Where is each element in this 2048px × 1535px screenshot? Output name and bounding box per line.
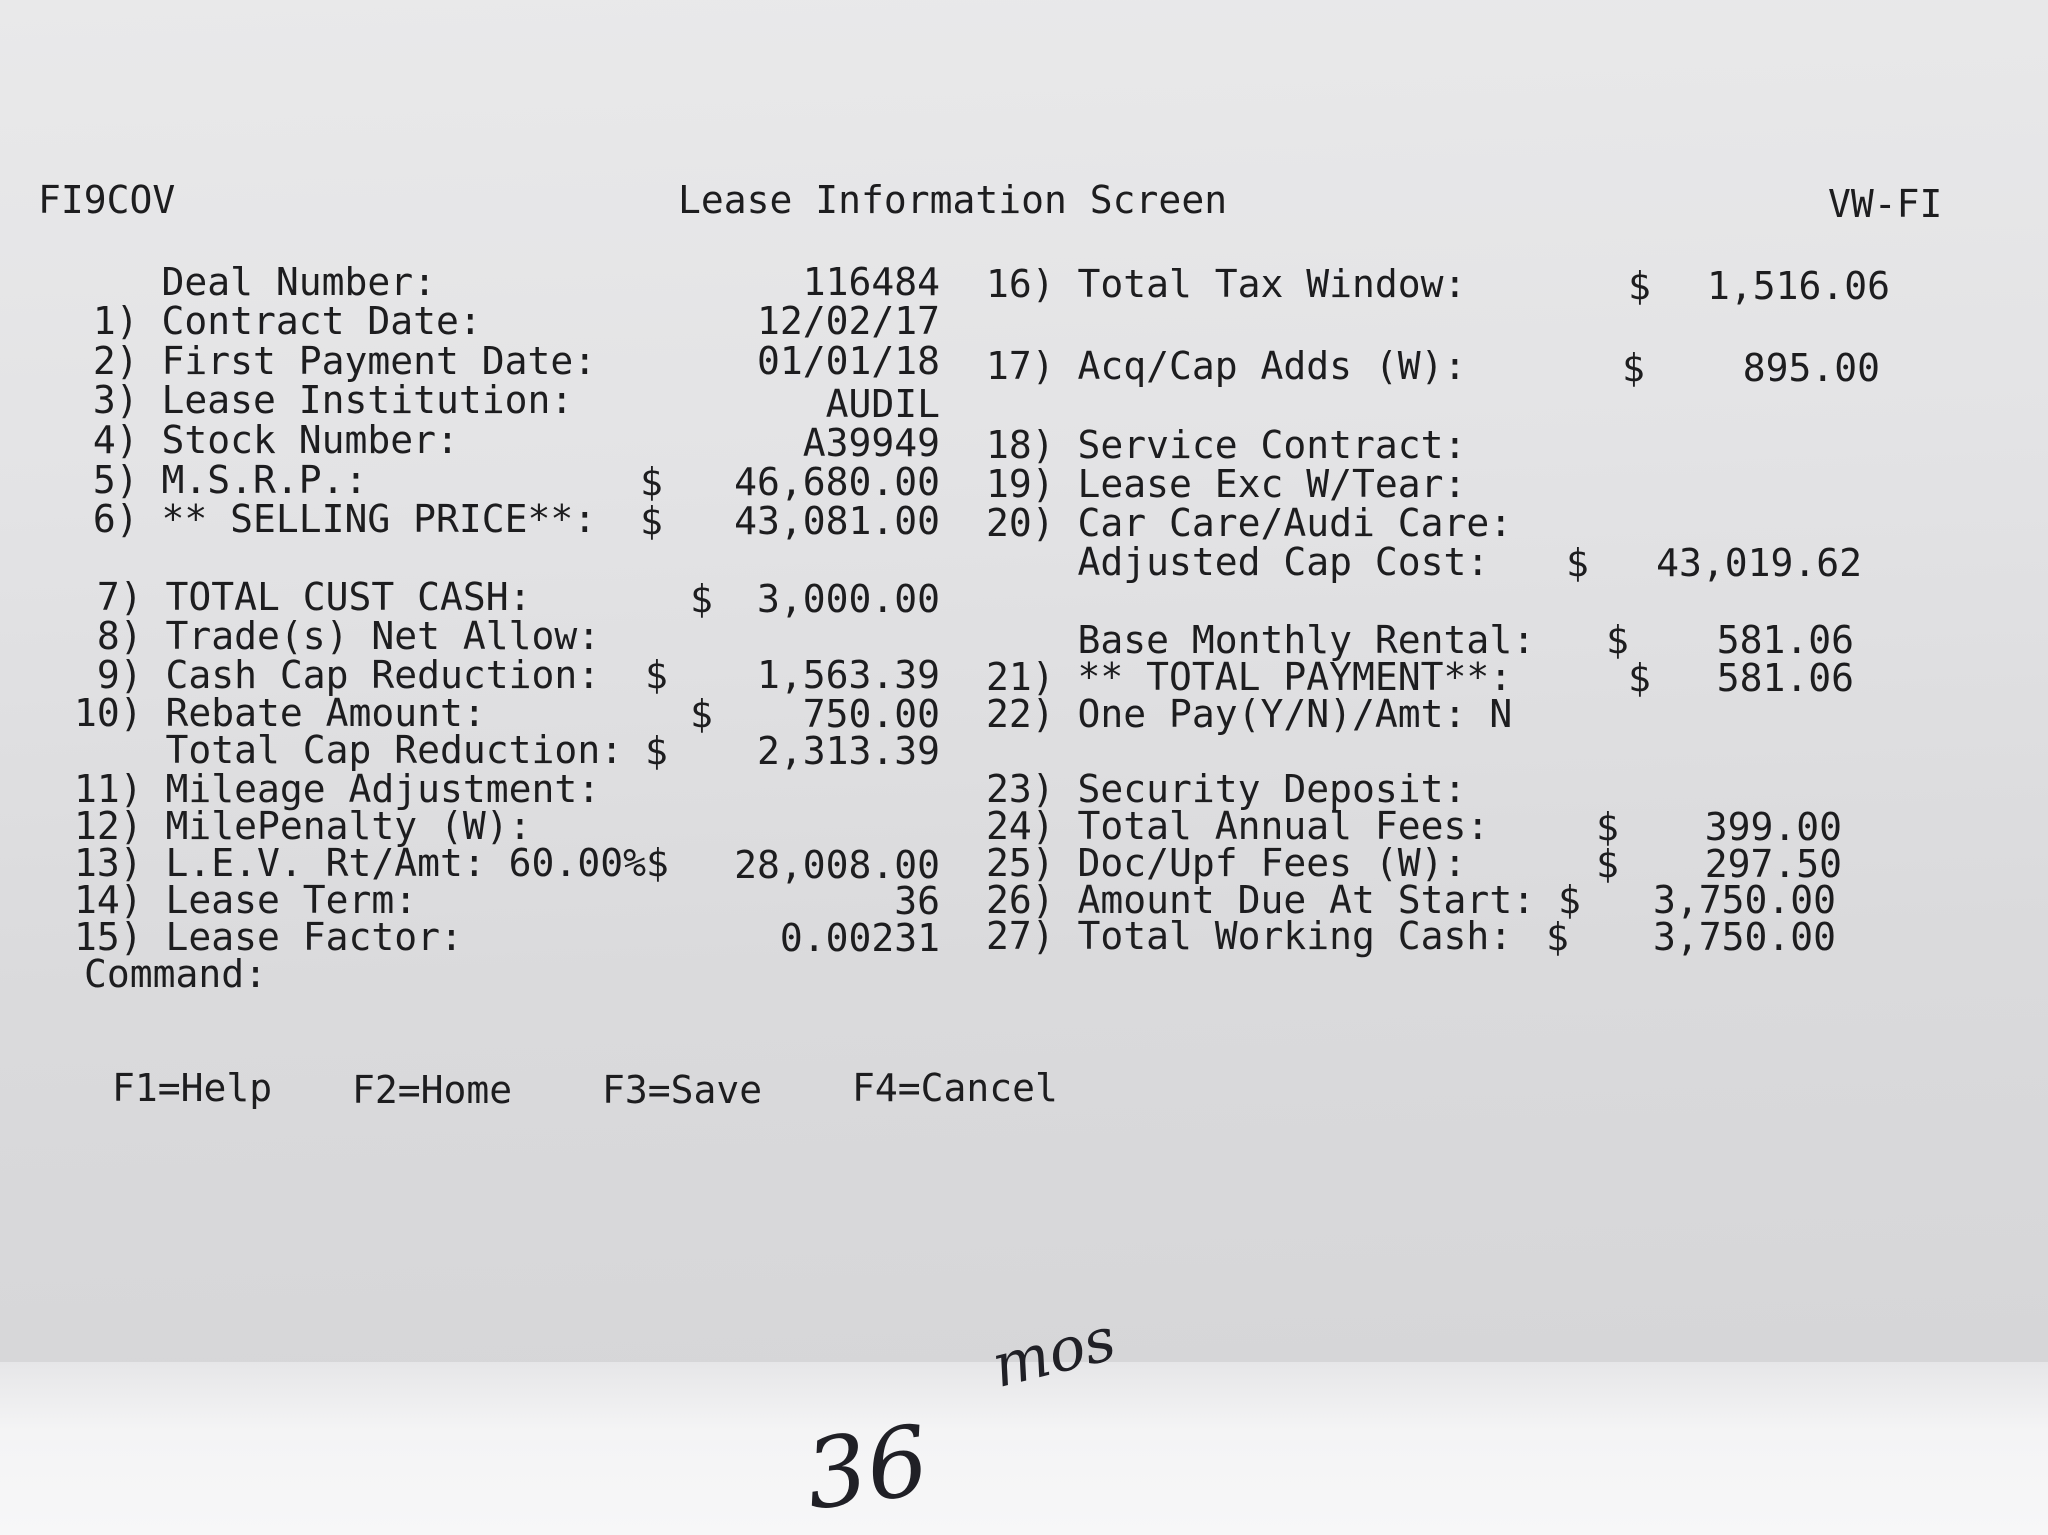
field-label: 27) Total Working Cash: <box>986 914 1513 958</box>
field-label: 26) Amount Due At Start: $ <box>986 878 1581 922</box>
field-label: 20) Car Care/Audi Care: <box>986 501 1513 545</box>
command-label: Command: <box>84 952 268 996</box>
field-label: 4) Stock Number: <box>70 418 459 462</box>
dollar-sign: $ <box>1596 805 1619 849</box>
field-value: 399.00 <box>1704 805 1842 849</box>
save-key[interactable]: F3=Save <box>602 1068 763 1112</box>
field-label: 7) TOTAL CUST CASH: <box>74 575 532 619</box>
field-label: 6) ** SELLING PRICE**: <box>70 497 597 541</box>
field-value: 116484 <box>802 260 940 304</box>
field-value: 0.00231 <box>779 916 940 960</box>
field-label: 16) Total Tax Window: <box>986 262 1467 306</box>
field-label: 19) Lease Exc W/Tear: <box>986 462 1467 506</box>
dollar-sign: $ <box>640 499 663 543</box>
field-value: 297.50 <box>1704 842 1842 886</box>
field-label: 23) Security Deposit: <box>986 767 1467 811</box>
field-label: 24) Total Annual Fees: <box>986 804 1490 848</box>
field-label: 2) First Payment Date: <box>70 339 597 383</box>
field-value: 43,019.62 <box>1656 541 1862 585</box>
field-value: AUDIL <box>825 382 940 426</box>
help-key[interactable]: F1=Help <box>112 1066 273 1110</box>
handwritten-unit: mos <box>985 1304 1123 1402</box>
field-label: 3) Lease Institution: <box>70 378 574 422</box>
dollar-sign: $ <box>1622 346 1645 390</box>
dollar-sign: $ <box>690 692 713 736</box>
field-value: 581.06 <box>1716 618 1854 662</box>
home-key[interactable]: F2=Home <box>352 1068 513 1112</box>
dollar-sign: $ <box>1628 264 1651 308</box>
field-label: 13) L.E.V. Rt/Amt: 60.00%$ <box>74 841 669 885</box>
field-label: Base Monthly Rental: <box>986 618 1536 662</box>
field-label: Deal Number: <box>70 260 437 304</box>
field-label: 5) M.S.R.P.: <box>70 458 368 502</box>
field-value: 43,081.00 <box>734 499 940 543</box>
field-value: 2,313.39 <box>756 729 940 773</box>
field-value: A39949 <box>802 421 940 465</box>
field-label: 9) Cash Cap Reduction: <box>74 653 601 697</box>
field-value: 3,750.00 <box>1652 915 1836 959</box>
field-value: 3,000.00 <box>756 577 940 621</box>
dollar-sign: $ <box>1546 915 1569 959</box>
field-label: 10) Rebate Amount: <box>74 691 486 735</box>
dollar-sign: $ <box>1606 618 1629 662</box>
field-label: 21) ** TOTAL PAYMENT**: <box>986 655 1513 699</box>
dollar-sign: $ <box>1628 656 1651 700</box>
field-value: 01/01/18 <box>756 339 940 383</box>
dollar-sign: $ <box>645 653 668 697</box>
field-label: Adjusted Cap Cost: <box>986 540 1490 584</box>
dollar-sign: $ <box>645 729 668 773</box>
field-value: 28,008.00 <box>734 843 940 887</box>
field-value: 12/02/17 <box>756 299 940 343</box>
field-value: 3,750.00 <box>1652 878 1836 922</box>
field-label: 18) Service Contract: <box>986 423 1467 467</box>
system-code: VW-FI <box>1828 182 1943 226</box>
field-label: 15) Lease Factor: <box>74 915 463 959</box>
dollar-sign: $ <box>640 460 663 504</box>
field-value: 581.06 <box>1716 656 1854 700</box>
handwritten-number: 36 <box>798 1404 936 1532</box>
field-label: Total Cap Reduction: <box>74 728 624 772</box>
field-value: 1,563.39 <box>756 653 940 697</box>
field-value: 36 <box>894 879 940 923</box>
screen-code: FI9COV <box>38 178 176 222</box>
dollar-sign: $ <box>1566 541 1589 585</box>
field-label: 11) Mileage Adjustment: <box>74 767 601 811</box>
field-label: 14) Lease Term: <box>74 878 418 922</box>
field-value: 46,680.00 <box>734 460 940 504</box>
screen-title: Lease Information Screen <box>678 178 1228 222</box>
field-label: 1) Contract Date: <box>70 299 482 343</box>
field-label: 22) One Pay(Y/N)/Amt: N <box>986 692 1513 736</box>
field-value: 750.00 <box>802 692 940 736</box>
field-label: 17) Acq/Cap Adds (W): <box>986 344 1467 388</box>
cancel-key[interactable]: F4=Cancel <box>852 1066 1058 1110</box>
field-value: 1,516.06 <box>1706 264 1890 308</box>
field-label: 8) Trade(s) Net Allow: <box>74 614 601 658</box>
dollar-sign: $ <box>690 577 713 621</box>
dollar-sign: $ <box>1596 842 1619 886</box>
field-label: 12) MilePenalty (W): <box>74 804 532 848</box>
field-label: 25) Doc/Upf Fees (W): <box>986 841 1467 885</box>
field-value: 895.00 <box>1742 346 1880 390</box>
